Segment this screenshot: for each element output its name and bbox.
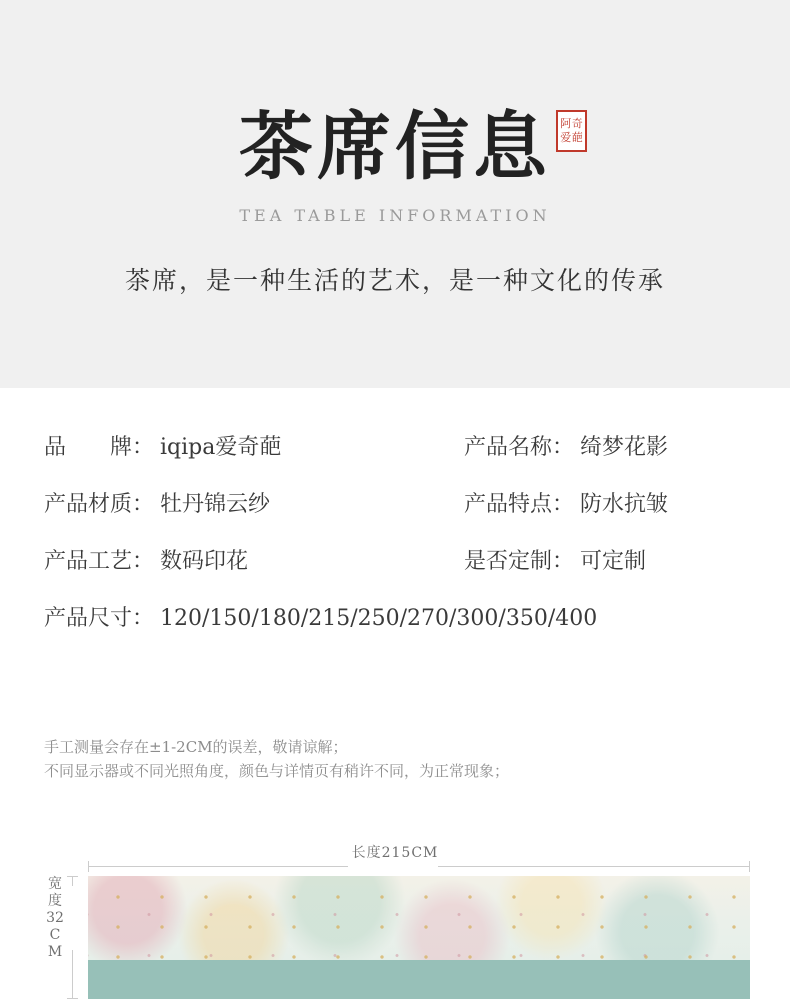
mat-pattern-dots xyxy=(88,876,750,960)
length-tick-start xyxy=(88,861,89,872)
spec-cell-feature xyxy=(464,487,790,518)
banner-content xyxy=(0,0,790,297)
spec-value: 防水抗皱 xyxy=(580,492,669,517)
spec-label: 产品工艺： xyxy=(44,549,155,574)
length-label: 长度215CM xyxy=(351,845,439,861)
length-line-left xyxy=(88,866,348,867)
spec-cell-size xyxy=(44,601,597,632)
length-line-right xyxy=(438,866,750,867)
seal-char-1: 阿 xyxy=(560,117,572,130)
spec-table xyxy=(0,430,790,658)
seal-char-2: 奇 xyxy=(571,117,583,130)
spec-cell-craft xyxy=(44,544,464,575)
page-title: 茶席信息 xyxy=(239,104,551,190)
spec-row xyxy=(0,430,790,461)
spec-row-sizes xyxy=(0,601,790,632)
spec-value: 牡丹锦云纱 xyxy=(160,492,271,517)
length-tick-end xyxy=(749,861,750,872)
spec-label: 产品特点： xyxy=(464,492,575,517)
spec-value: iqipa爱奇葩 xyxy=(160,435,282,460)
tea-mat-image xyxy=(88,876,750,999)
spec-label: 品 牌： xyxy=(44,435,155,460)
spec-row xyxy=(0,487,790,518)
width-line-top xyxy=(72,876,73,886)
mat-solid-band xyxy=(88,960,750,999)
spec-label: 产品名称： xyxy=(464,435,575,460)
width-label: 宽度32CM xyxy=(46,876,64,960)
spec-value: 可定制 xyxy=(580,549,647,574)
header-banner xyxy=(0,0,790,388)
page-subtitle: TEA TABLE INFORMATION xyxy=(239,206,551,225)
disclaimer-notes xyxy=(44,735,744,783)
page-tagline: 茶席，是一种生活的艺术，是一种文化的传承 xyxy=(124,266,665,295)
spec-cell-brand xyxy=(44,430,464,461)
spec-cell-product-name xyxy=(464,430,790,461)
spec-value: 数码印花 xyxy=(160,549,249,574)
spec-cell-customizable xyxy=(464,544,790,575)
seal-char-4: 葩 xyxy=(571,131,583,144)
note-line: 手工测量会存在±1-2CM的误差，敬请谅解； xyxy=(44,738,348,756)
seal-char-3: 爱 xyxy=(560,131,572,144)
spec-cell-material xyxy=(44,487,464,518)
spec-label: 是否定制： xyxy=(464,549,575,574)
note-line: 不同显示器或不同光照角度，颜色与详情页有稍许不同，为正常现象； xyxy=(44,762,510,780)
width-line-bottom xyxy=(72,950,73,999)
title-group xyxy=(239,104,583,190)
dimension-figure xyxy=(0,830,790,999)
spec-value: 120/150/180/215/250/270/300/350/400 xyxy=(160,606,598,631)
spec-value: 绮梦花影 xyxy=(580,435,669,460)
spec-row xyxy=(0,544,790,575)
width-tick-top xyxy=(67,876,78,877)
spec-label: 产品材质： xyxy=(44,492,155,517)
spec-label: 产品尺寸： xyxy=(44,606,155,631)
seal-stamp-icon xyxy=(556,110,587,152)
